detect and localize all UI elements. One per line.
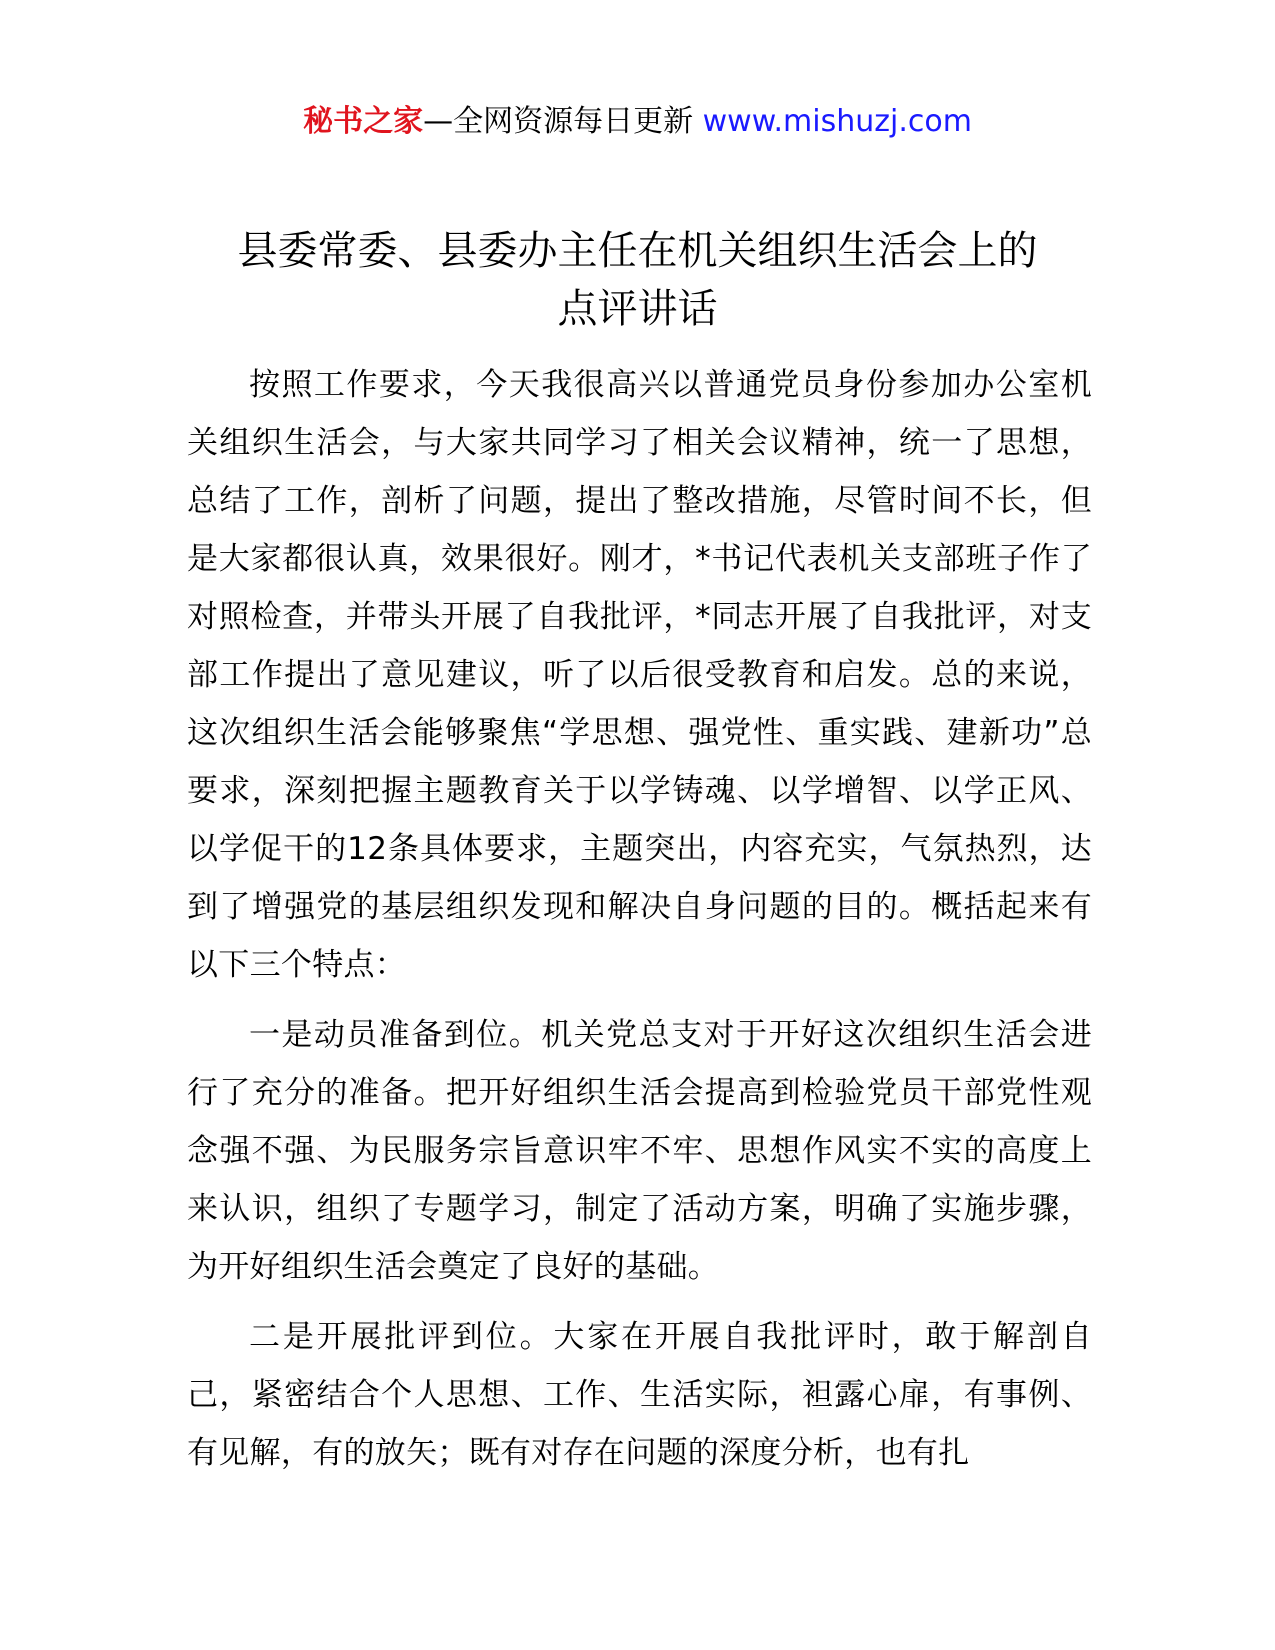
title-line-2: 点评讲话 <box>557 286 718 332</box>
paragraph-intro: 按照工作要求，今天我很高兴以普通党员身份参加办公室机关组织生活会，与大家共同学习了相关会议精神，统一了思想，总结了工作，剖析了问题，提出了整改措施，尽管时间不长，但是大家都很认真，效果很好。刚才，*书记代表机关支部班子作了对照检查，并带头开展了自我批评，*同志开展了自我批评，对支部工作提出了意见建议，听了以后很受教育和启发。总的来说，这次组织生活会能够聚焦“学思想、强党性、重实践、建新功”总要求，深刻把握主题教育关于以学铸魂、以学增智、以学正风、以学促干的12条具体要求，主题突出，内容充实，气氛热烈，达到了增强党的基层组织发现和解决自身问题的目的。概括起来有以下三个特点： <box>187 367 1092 983</box>
header-tagline: —全网资源每日更新 <box>423 104 703 139</box>
header-brand: 秘书之家 <box>303 104 424 139</box>
title-line-1: 县委常委、县委办主任在机关组织生活会上的 <box>237 228 1038 274</box>
paragraph-point-1: 一是动员准备到位。机关党总支对于开好这次组织生活会进行了充分的准备。把开好组织生活会提高到检验党员干部党性观念强不强、为民服务宗旨意识牢不牢、思想作风实不实的高度上来认识，组织了专题学习，制定了活动方案，明确了实施步骤，为开好组织生活会奠定了良好的基础。 <box>187 1017 1092 1285</box>
document-body <box>187 356 1092 1494</box>
header-url-link[interactable]: www.mishuzj.com <box>702 104 972 139</box>
paragraph-point-2: 二是开展批评到位。大家在开展自我批评时，敢于解剖自己，紧密结合个人思想、工作、生活实际，袒露心扉，有事例、有见解，有的放矢；既有对存在问题的深度分析，也有扎 <box>187 1319 1092 1471</box>
page-header <box>0 100 1275 144</box>
document-title <box>150 222 1125 338</box>
